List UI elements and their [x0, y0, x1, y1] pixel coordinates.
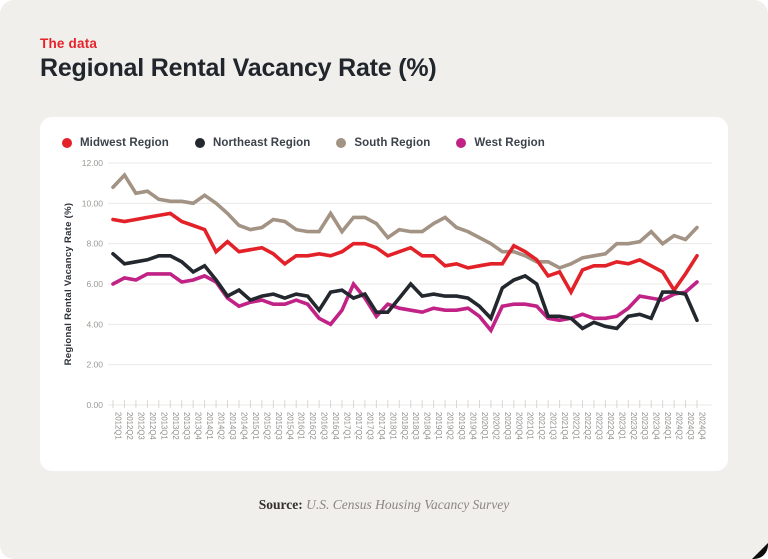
- x-tick-label: 2023Q3: [640, 412, 650, 440]
- x-tick-label: 2021Q1: [525, 412, 535, 440]
- x-tick-label: 2020Q4: [514, 412, 524, 440]
- x-tick-label: 2024Q4: [697, 412, 707, 440]
- x-tick-label: 2013Q2: [170, 412, 180, 440]
- source-label: Source:: [258, 497, 303, 512]
- x-tick-label: 2016Q2: [308, 412, 318, 440]
- x-tick-label: 2015Q3: [273, 412, 283, 440]
- legend-item-west: [456, 137, 545, 149]
- legend-label: Midwest Region: [80, 137, 169, 149]
- x-tick-label: 2016Q3: [319, 412, 329, 440]
- y-tick-label: 8.00: [86, 238, 103, 249]
- x-tick-label: 2017Q2: [353, 412, 363, 440]
- x-tick-label: 2012Q3: [136, 412, 146, 440]
- x-tick-label: 2024Q2: [674, 412, 684, 440]
- x-tick-label: 2012Q2: [124, 412, 134, 440]
- x-tick-label: 2022Q4: [605, 412, 615, 440]
- x-tick-label: 2014Q2: [216, 412, 226, 440]
- source-text: U.S. Census Housing Vacancy Survey: [302, 497, 510, 512]
- x-tick-label: 2021Q4: [560, 412, 570, 440]
- chart-card: [40, 117, 728, 471]
- x-tick-label: 2017Q4: [376, 412, 386, 440]
- series-line-south: [113, 175, 697, 268]
- x-tick-label: 2015Q4: [285, 412, 295, 440]
- x-tick-label: 2019Q2: [445, 412, 455, 440]
- x-tick-label: 2012Q4: [147, 412, 157, 440]
- y-tick-label: 0.00: [86, 400, 103, 410]
- legend-dot-icon: [336, 138, 346, 148]
- corner-fold-icon: [752, 543, 768, 559]
- x-tick-label: 2024Q1: [663, 412, 673, 440]
- x-tick-label: 2012Q1: [113, 412, 123, 440]
- x-tick-label: 2014Q3: [228, 412, 238, 440]
- x-tick-label: 2014Q4: [239, 412, 249, 440]
- eyebrow: The data: [40, 36, 98, 51]
- y-axis-title: Regional Rental Vacancy Rate (%): [63, 202, 74, 366]
- x-tick-label: 2018Q3: [411, 412, 421, 440]
- x-tick-label: 2019Q4: [468, 412, 478, 440]
- legend-item-northeast: [195, 137, 310, 149]
- series-line-midwest: [113, 213, 697, 292]
- y-tick-label: 4.00: [86, 319, 103, 330]
- legend-item-midwest: [62, 137, 169, 149]
- x-tick-label: 2016Q1: [296, 412, 306, 440]
- x-tick-label: 2019Q3: [457, 412, 467, 440]
- x-tick-label: 2018Q4: [422, 412, 432, 440]
- x-tick-label: 2017Q1: [342, 412, 352, 440]
- legend-label: West Region: [474, 137, 545, 149]
- x-tick-label: 2017Q3: [365, 412, 375, 440]
- x-tick-label: 2020Q3: [502, 412, 512, 440]
- legend-label: South Region: [354, 137, 431, 149]
- legend-dot-icon: [456, 138, 466, 148]
- x-tick-label: 2015Q1: [250, 412, 260, 440]
- x-tick-label: 2014Q1: [205, 412, 215, 440]
- x-tick-label: 2022Q2: [582, 412, 592, 440]
- y-tick-label: 6.00: [86, 279, 103, 289]
- x-tick-label: 2020Q1: [479, 412, 489, 440]
- x-tick-label: 2019Q1: [434, 412, 444, 440]
- legend-dot-icon: [62, 138, 72, 148]
- x-tick-label: 2021Q3: [548, 412, 558, 440]
- x-tick-label: 2016Q4: [331, 412, 341, 440]
- x-tick-label: 2023Q1: [617, 412, 627, 440]
- page-title: Regional Rental Vacancy Rate (%): [40, 54, 437, 82]
- vacancy-rate-line-chart: [40, 117, 728, 471]
- x-tick-label: 2018Q2: [399, 412, 409, 440]
- legend-label: Northeast Region: [212, 137, 311, 149]
- x-tick-label: 2022Q3: [594, 412, 604, 440]
- x-tick-label: 2020Q2: [491, 412, 501, 440]
- chart-legend: [62, 137, 545, 149]
- x-tick-label: 2022Q1: [571, 412, 581, 440]
- x-tick-label: 2013Q3: [182, 412, 192, 440]
- legend-dot-icon: [195, 138, 205, 148]
- x-tick-label: 2018Q1: [388, 412, 398, 440]
- x-tick-label: 2021Q2: [537, 412, 547, 440]
- x-tick-label: 2013Q4: [193, 412, 203, 440]
- legend-item-south: [336, 137, 430, 149]
- y-tick-label: 12.00: [81, 158, 103, 168]
- x-tick-label: 2024Q3: [686, 412, 696, 440]
- x-tick-label: 2023Q4: [651, 412, 661, 440]
- y-tick-label: 2.00: [86, 359, 103, 370]
- series-line-west: [113, 274, 697, 331]
- x-tick-label: 2013Q1: [159, 412, 169, 440]
- source-line: [0, 497, 768, 513]
- x-tick-label: 2023Q2: [628, 412, 638, 440]
- y-tick-label: 10.00: [81, 198, 103, 209]
- x-tick-label: 2015Q2: [262, 412, 272, 440]
